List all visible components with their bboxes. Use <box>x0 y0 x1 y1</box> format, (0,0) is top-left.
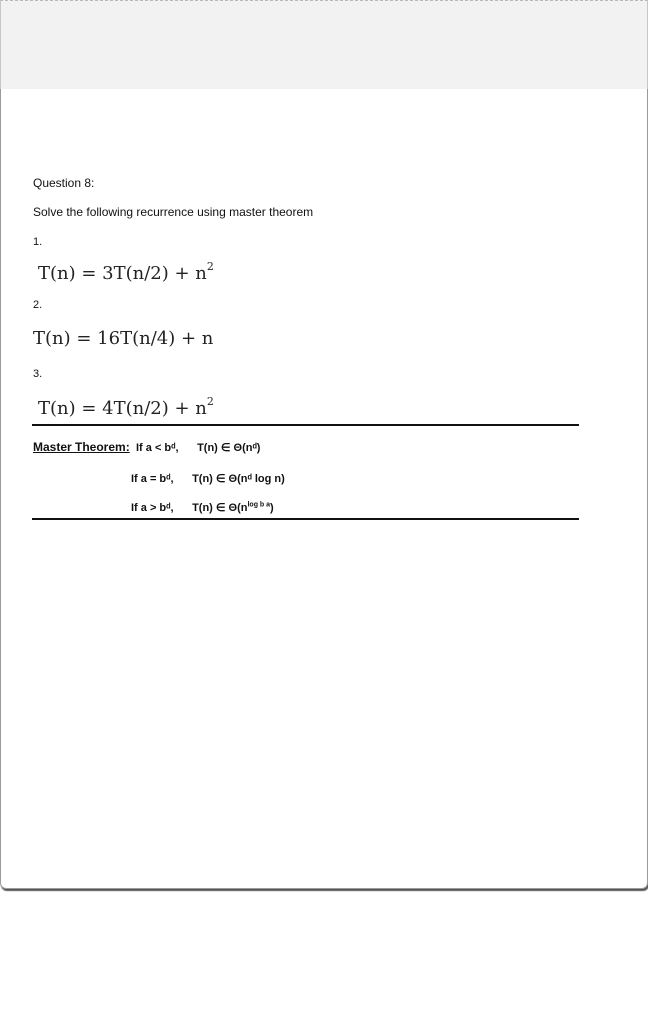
recurrence-3-exponent: 2 <box>206 395 214 408</box>
master-case-3-exponent: log b a <box>247 501 271 509</box>
master-case-3 <box>131 501 274 514</box>
recurrence-1-exponent: 2 <box>206 260 214 273</box>
master-case-1-condition: If a < bᵈ, <box>136 442 179 454</box>
divider-bottom <box>32 518 579 520</box>
divider-top <box>32 424 579 426</box>
master-theorem-label: Master Theorem: <box>33 440 130 454</box>
question-title: Question 8: <box>33 176 95 190</box>
recurrence-1-text: T(n) = 3T(n/2) + n <box>38 263 207 284</box>
recurrence-3-text: T(n) = 4T(n/2) + n <box>38 398 207 419</box>
master-case-1 <box>136 441 260 454</box>
master-case-1-result: T(n) ∈ Θ(nᵈ) <box>197 442 261 454</box>
item-number-1: 1. <box>33 236 43 248</box>
recurrence-1 <box>38 262 214 284</box>
master-case-2 <box>131 472 285 485</box>
master-case-3-condition: If a > bᵈ, <box>131 502 174 514</box>
recurrence-2-text: T(n) = 16T(n/4) + n <box>33 328 214 349</box>
item-number-3: 3. <box>33 368 43 380</box>
master-case-2-condition: If a = bᵈ, <box>131 473 174 485</box>
question-prompt: Solve the following recurrence using master theorem <box>33 205 314 219</box>
recurrence-3 <box>38 397 214 419</box>
recurrence-2 <box>33 328 213 349</box>
master-case-3-close: ) <box>270 502 274 514</box>
header-band <box>0 0 648 90</box>
master-case-3-result: T(n) ∈ Θ(n <box>192 502 248 514</box>
master-case-2-result: T(n) ∈ Θ(nᵈ log n) <box>192 473 285 485</box>
item-number-2: 2. <box>33 299 43 311</box>
